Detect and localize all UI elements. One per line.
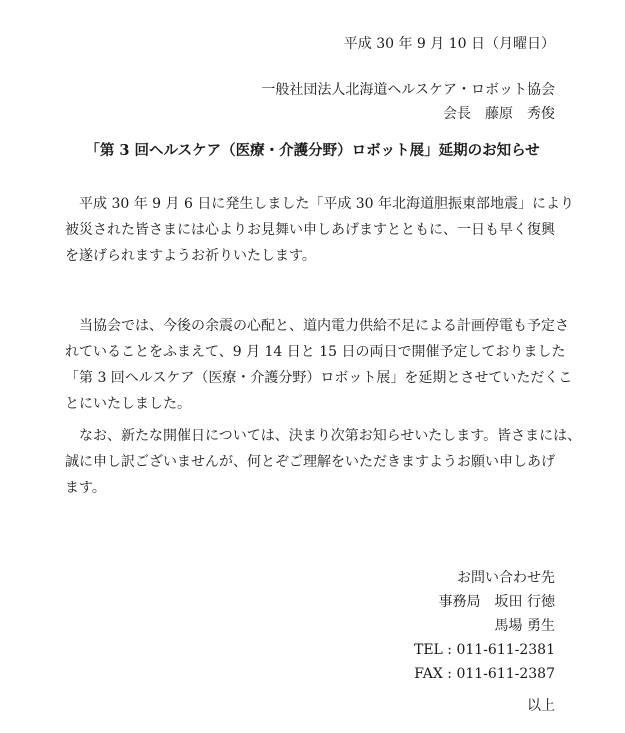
paragraph-2-line-1: 当協会では、今後の余震の心配と、道内電力供給不足による計画停電も予定さ [65,318,569,334]
paragraph-3-line-2: 誠に申し訳ございませんが、何とぞご理解をいただきますようお願い申しあげ [65,454,555,470]
paragraph-2-line-4: とにいたしました。 [65,396,191,412]
contact-person: 馬場 勇生 [494,618,555,634]
sender-organization: 一般社団法人北海道ヘルスケア・ロボット協会 [261,82,555,98]
sender-representative: 会長 藤原 秀俊 [443,106,555,122]
paragraph-2-line-2: れていることをふまえて、9 月 14 日と 15 日の両日で開催予定しておりました [65,344,566,360]
paragraph-1-line-2: 被災された皆さまには心よりお見舞い申しあげますとともに、一日も早く復興 [65,222,555,238]
contact-fax: FAX : 011-611-2387 [414,666,555,682]
contact-tel: TEL : 011-611-2381 [413,642,555,658]
notice-title: 「第 3 回ヘルスケア（医療・介護分野）ロボット展」延期のお知らせ [85,142,540,159]
paragraph-3-line-3: ます。 [65,480,106,496]
document-date: 平成 30 年 9 月 10 日（月曜日） [343,36,555,52]
contact-heading: お問い合わせ先 [457,570,555,586]
paragraph-3-line-1: なお、新たな開催日については、決まり次第お知らせいたします。皆さまには、 [65,428,582,444]
paragraph-1-line-1: 平成 30 年 9 月 6 日に発生しました「平成 30 年北海道胆振東部地震」により [65,196,575,212]
contact-office: 事務局 坂田 行徳 [438,594,555,610]
paragraph-1-line-3: を遂げられますようお祈りいたします。 [65,248,316,264]
paragraph-2-line-3: 「第 3 回ヘルスケア（医療・介護分野）ロボット展」を延期とさせていただくこ [65,370,573,386]
closing-mark: 以上 [527,698,555,714]
